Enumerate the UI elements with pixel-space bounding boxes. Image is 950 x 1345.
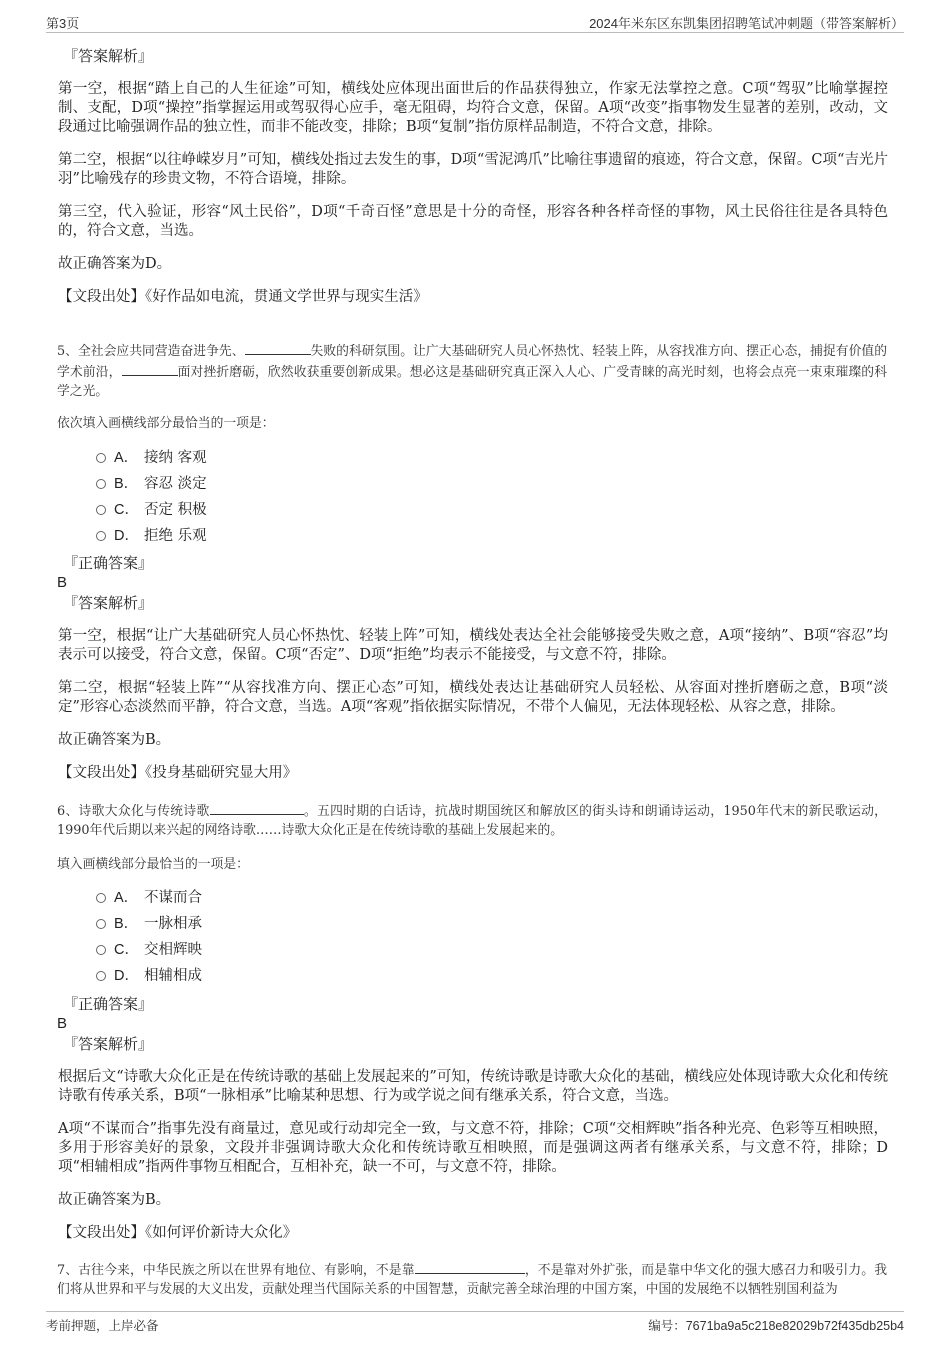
q7-blank xyxy=(415,1259,525,1274)
q6-conclusion: 故正确答案为B。 xyxy=(58,1192,171,1208)
q5-blank-2 xyxy=(122,361,178,376)
q5-option-d[interactable]: D． 拒绝 乐观 xyxy=(96,526,207,546)
q7-stem xyxy=(57,1259,887,1299)
q7-stem-part-b: ，不是靠对外扩张，而是靠中华文化的强大感召力和吸引力。我们将从世界和平与发展的大义出发，贡献处理当代国际关系的中国智慧，贡献完善全球治理的中国方案，中国的发展绝不以牺牲别国利益为 xyxy=(57,1263,887,1297)
q5-stem-part-a: 5、全社会应共同营造奋进争先、 xyxy=(57,344,245,359)
q5-analysis-p1: 第一空，根据“让广大基础研究人员心怀热忱、轻装上阵”可知，横线处表达全社会能够接受失败之意，A项“接纳”、B项“容忍”均表示可以接受，符合文意，保留。C项“否定”、D项“拒绝”均表示不能接受，与文意不符，排除。 xyxy=(58,628,888,663)
q6-stem xyxy=(57,800,887,840)
q6-option-c[interactable]: C． 交相辉映 xyxy=(96,940,202,960)
q6-stem-part-b: 。五四时期的白话诗，抗战时期国统区和解放区的街头诗和朗诵诗运动，1950年代末的新民歌运动，1990年代后期以来兴起的网络诗歌……诗歌大众化正是在传统诗歌的基础上发展起来的。 xyxy=(57,804,887,838)
q5-stem-part-b: 失败的科研氛围。让广大基础研究人员心怀热忱、轻装上阵，从容找准方向、摆正心态，捕捉有价值的学术前沿， xyxy=(57,344,887,380)
q4-analysis-label: 『答案解析』 xyxy=(63,47,154,65)
q5-answer: B xyxy=(57,574,68,591)
page-footer xyxy=(46,1311,904,1336)
q4-source: 【文段出处】《好作品如电流，贯通文学世界与现实生活》 xyxy=(58,289,428,305)
footer-slogan: 考前押题，上岸必备 xyxy=(46,1318,159,1333)
q6-correct-label: 『正确答案』 xyxy=(63,995,154,1013)
q6-analysis-p1: 根据后文“诗歌大众化正是在传统诗歌的基础上发展起来的”可知，传统诗歌是诗歌大众化的基础，横线应处体现诗歌大众化和传统诗歌有传承关系，B项“一脉相承”比喻某种思想、行为或学说之间有继承关系，符合文意，当选。 xyxy=(58,1069,888,1104)
page-header xyxy=(46,10,904,33)
radio-icon[interactable] xyxy=(96,531,106,541)
document-id: 编号：7671ba9a5c218e82029b72f435db25b4 xyxy=(648,1319,904,1333)
page-number: 第3页 xyxy=(46,16,80,31)
q5-option-b[interactable]: B． 容忍 淡定 xyxy=(96,474,207,494)
radio-icon[interactable] xyxy=(96,479,106,489)
q5-conclusion: 故正确答案为B。 xyxy=(58,732,171,748)
q4-analysis-p3: 第三空，代入验证，形容“风土民俗”，D项“千奇百怪”意思是十分的奇怪，形容各种各样奇怪的事物，风土民俗往往是各具特色的，符合文意，当选。 xyxy=(58,204,888,239)
radio-icon[interactable] xyxy=(96,893,106,903)
q6-option-b[interactable]: B． 一脉相承 xyxy=(96,914,202,934)
q6-prompt: 填入画横线部分最恰当的一项是： xyxy=(57,857,249,872)
q5-analysis-label: 『答案解析』 xyxy=(63,594,154,612)
document-title: 2024年米东区东凯集团招聘笔试冲刺题（带答案解析） xyxy=(589,16,904,31)
radio-icon[interactable] xyxy=(96,919,106,929)
q5-source: 【文段出处】《投身基础研究显大用》 xyxy=(58,765,298,781)
q5-stem-part-c: 面对挫折磨砺，欣然收获重要创新成果。想必这是基础研究真正深入人心、广受青睐的高光时刻，也将会点亮一束束璀璨的科学之光。 xyxy=(57,365,887,399)
radio-icon[interactable] xyxy=(96,945,106,955)
radio-icon[interactable] xyxy=(96,505,106,515)
radio-icon[interactable] xyxy=(96,453,106,463)
q4-analysis-p2: 第二空，根据“以往峥嵘岁月”可知，横线处指过去发生的事，D项“雪泥鸿爪”比喻往事遗留的痕迹，符合文意，保留。C项“吉光片羽”比喻残存的珍贵文物，不符合语境，排除。 xyxy=(58,152,888,187)
q6-option-d[interactable]: D． 相辅相成 xyxy=(96,966,202,986)
q6-analysis-label: 『答案解析』 xyxy=(63,1035,154,1053)
q6-analysis-p2: A项“不谋而合”指事先没有商量过，意见或行动却完全一致，与文意不符，排除；C项“交相辉映”指各种光亮、色彩等互相映照，多用于形容美好的景象，文段并非强调诗歌大众化和传统诗歌互相映照，而是强调这两者有继承关系，与文意不符，排除；D项“相辅相成”指两件事物互相配合，互相补充，缺一不可，与文意不符，排除。 xyxy=(58,1121,888,1175)
q4-analysis-p1: 第一空，根据“踏上自己的人生征途”可知，横线处应体现出面世后的作品获得独立，作家无法掌控之意。C项“驾驭”比喻掌握控制、支配，D项“操控”指掌握运用或驾驭得心应手，毫无阻碍，均符合文意，保留。A项“改变”指事物发生显著的差别，改动，文段通过比喻强调作品的独立性，而非不能改变，排除；B项“复制”指仿原样品制造，不符合文意，排除。 xyxy=(58,81,888,135)
q6-stem-part-a: 6、诗歌大众化与传统诗歌 xyxy=(57,804,210,819)
q5-option-a[interactable]: A． 接纳 客观 xyxy=(96,448,207,468)
q5-analysis-p2: 第二空，根据“轻装上阵”“从容找准方向、摆正心态”可知，横线处表达让基础研究人员轻松、从容面对挫折磨砺之意，B项“淡定”形容心态淡然而平静，符合文意，当选。A项“客观”指依据实际情况，不带个人偏见，无法体现轻松、从容之意，排除。 xyxy=(58,680,888,715)
q5-option-c[interactable]: C． 否定 积极 xyxy=(96,500,207,520)
radio-icon[interactable] xyxy=(96,971,106,981)
q7-stem-part-a: 7、古往今来，中华民族之所以在世界有地位、有影响，不是靠 xyxy=(57,1263,415,1278)
q6-option-a[interactable]: A． 不谋而合 xyxy=(96,888,202,908)
q5-correct-label: 『正确答案』 xyxy=(63,554,154,572)
q6-source: 【文段出处】《如何评价新诗大众化》 xyxy=(58,1225,298,1241)
q5-blank-1 xyxy=(245,340,311,355)
q6-blank xyxy=(210,800,304,815)
q5-stem xyxy=(57,340,887,401)
q4-conclusion: 故正确答案为D。 xyxy=(58,256,172,272)
q6-answer: B xyxy=(57,1015,68,1032)
q5-prompt: 依次填入画横线部分最恰当的一项是： xyxy=(57,416,275,431)
